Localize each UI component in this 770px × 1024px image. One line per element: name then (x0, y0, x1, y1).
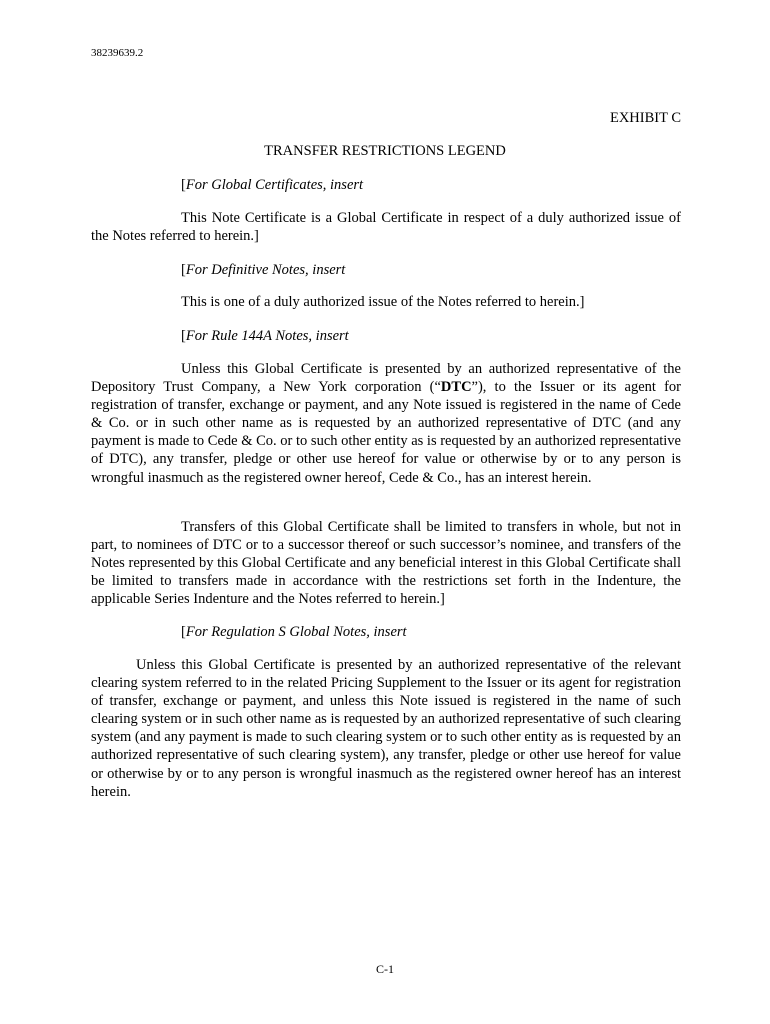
paragraph-text: Unless this Global Certificate is presented by an authorized representative of the relevant clearing system referred to in the related Pricing Supplement to the Issuer or its agent for registration of transfer, exchange or payment, and unless this Note issued is registered in the name of such clearing system or in such other name as is requested by an authorized representative of such clearing system (and any payment is made to such clearing system or to such other entity as is requested by an authorized representative of such clearing system), any transfer, pledge or other use hereof for value or otherwise by or to any person is wrongful inasmuch as the registered owner hereof has an interest herein. (91, 657, 681, 800)
heading-text: For Definitive Notes, insert (185, 262, 346, 278)
page-number: C-1 (376, 962, 394, 976)
paragraph-text: This Note Certificate is a Global Certificate in respect of a duly authorized issue of the Notes referred to herein.] (91, 210, 681, 245)
paragraph-text: Transfers of this Global Certificate shall be limited to transfers in whole, but not in part, to nominees of DTC or to a successor thereof or such successor’s nominee, and transfers of the Notes represented by this Global Certificate and any beneficial interest in this Global Certificate shall be limited to transfers made in accordance with the restrictions set forth in the Indenture, the applicable Series Indenture and the Notes referred to herein.] (91, 519, 681, 608)
heading-text: For Global Certificates, insert (185, 177, 364, 193)
exhibit-label: EXHIBIT C (609, 110, 681, 126)
rule-144a-paragraph (91, 360, 681, 487)
paragraph-text-part2: ”), to the Issuer or its agent for registration of transfer, exchange or payment, and any Note issued is registered in the name of Cede & Co. or in such other name as is requested by an authorized representative of DTC (and any payment is made to Cede & Co. or to such other entity as is requested by an authorized representative of DTC), any transfer, pledge or other use hereof for value or otherwise by or to any person is wrongful inasmuch as the registered owner hereof, Cede & Co., has an interest herein. (91, 379, 681, 486)
paragraph-text-part1: Unless this Global Certificate is presented by an authorized representative of the Depository Trust Company, a New York corporation (“ (91, 361, 681, 396)
dtc-defined-term: DTC (440, 379, 472, 396)
rule-144a-heading (91, 327, 681, 345)
global-certificates-heading (91, 176, 681, 194)
open-bracket: [ (181, 328, 186, 344)
open-bracket: [ (181, 262, 186, 278)
definitive-notes-heading (91, 261, 681, 279)
document-id: 38239639.2 (91, 47, 144, 59)
open-bracket: [ (181, 624, 186, 640)
page-title: TRANSFER RESTRICTIONS LEGEND (264, 143, 506, 159)
global-certificates-paragraph (91, 209, 681, 245)
regulation-s-paragraph (91, 656, 681, 801)
open-bracket: [ (181, 177, 186, 193)
transfers-paragraph (91, 518, 681, 608)
heading-text: For Rule 144A Notes, insert (185, 328, 349, 344)
paragraph-text: This is one of a duly authorized issue of the Notes referred to herein.] (181, 294, 585, 310)
definitive-notes-paragraph (91, 293, 681, 311)
regulation-s-heading (91, 623, 681, 641)
heading-text: For Regulation S Global Notes, insert (185, 624, 407, 640)
